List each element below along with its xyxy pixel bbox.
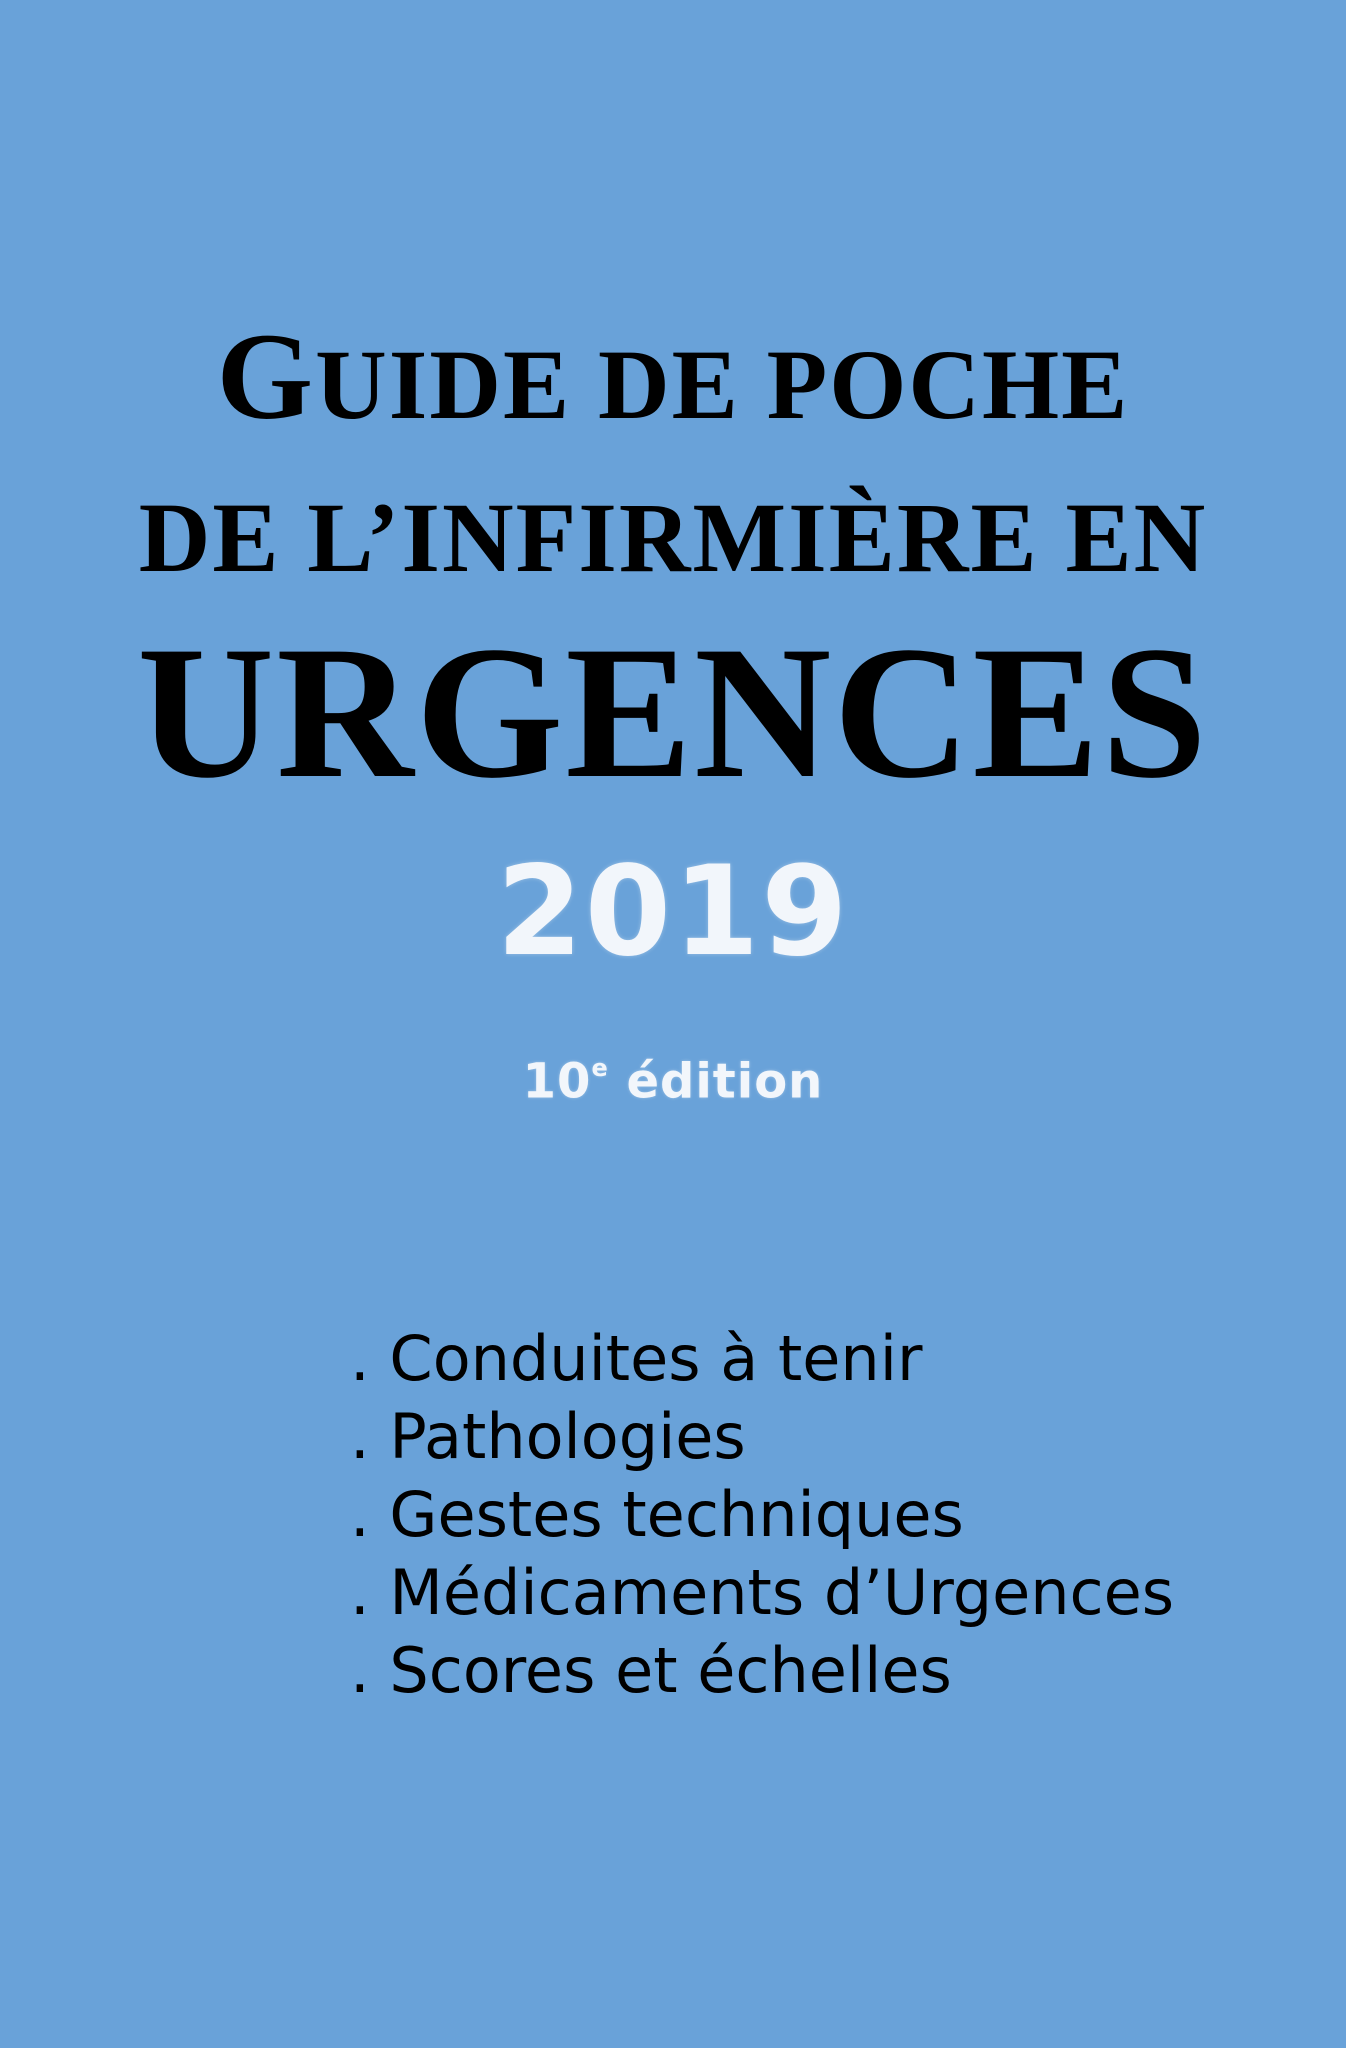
topic-item: . Conduites à tenir — [350, 1322, 923, 1395]
topic-item: . Médicaments d’Urgences — [350, 1556, 1175, 1629]
edition-word: édition — [626, 1053, 824, 1110]
title-line-1: GUIDE DE POCHE — [216, 308, 1130, 445]
topic-item: . Gestes techniques — [350, 1478, 964, 1551]
edition-year: 2019 — [496, 840, 850, 984]
topics-list — [350, 1320, 1174, 1710]
topic-item: . Pathologies — [350, 1400, 746, 1473]
topic-item: . Scores et échelles — [350, 1634, 952, 1707]
edition-label — [0, 1040, 1346, 1110]
edition-number: 10 — [522, 1053, 592, 1110]
title-line-2: DE L’INFIRMIÈRE EN — [138, 484, 1208, 593]
edition-suffix: e — [591, 1054, 609, 1082]
title-urgences: URGENCES — [137, 608, 1209, 818]
